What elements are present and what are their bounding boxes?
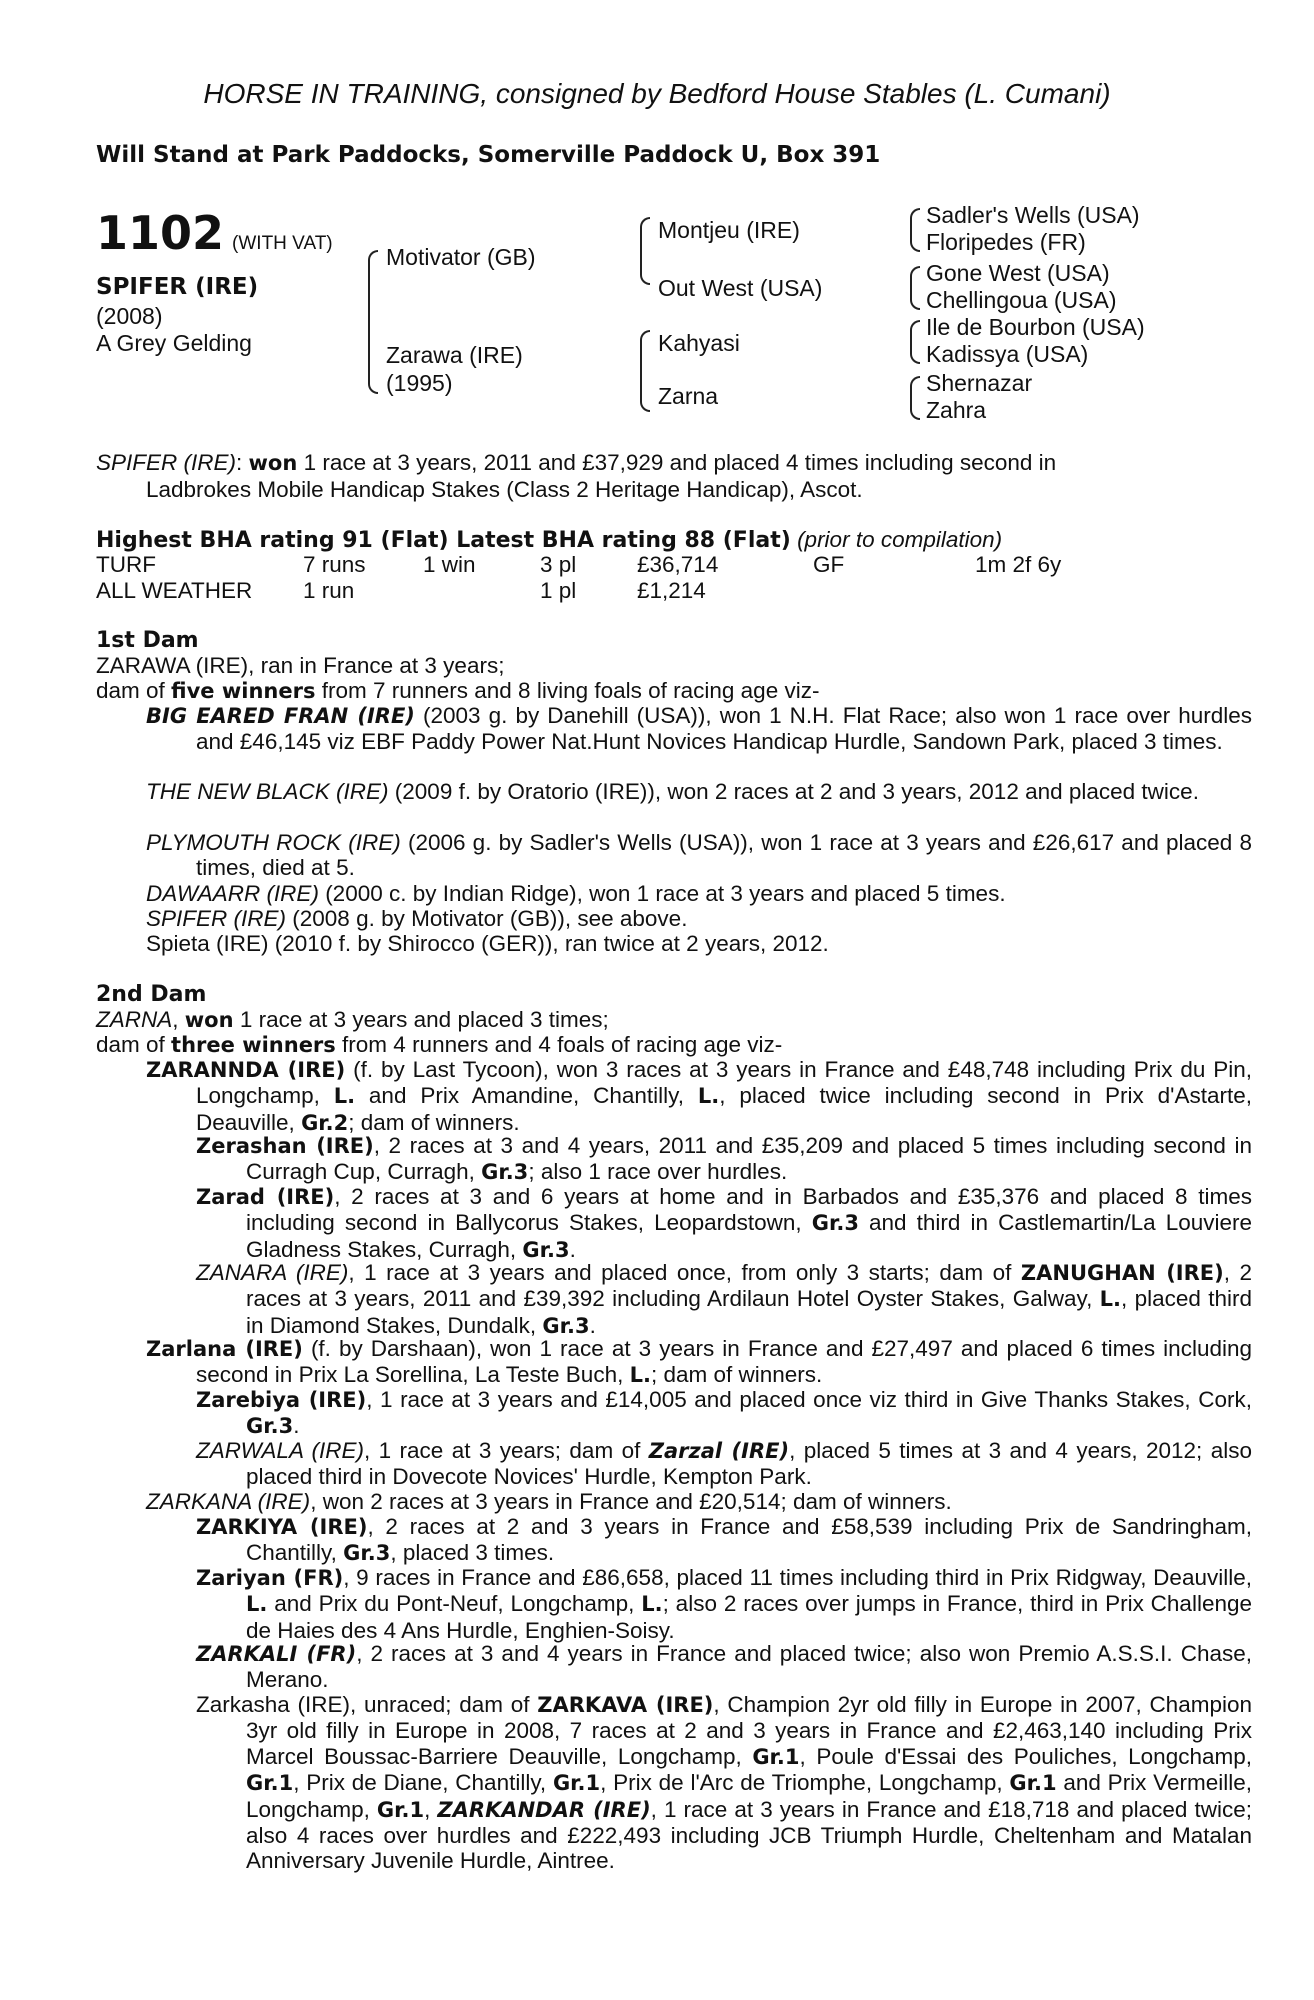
progeny-text: ; also 2 races over jumps in France, third in Prix Challenge de Haies des 4 Ans Hurdle, Enghien-Soisy. [246,1591,1252,1643]
progeny-text: (f. by Last Tycoon), won 3 races at 3 years in France and £48,748 including Prix du Pin, Longchamp, [196,1057,1252,1109]
progeny-name: THE NEW BLACK (IRE) [146,779,389,804]
summary-horse: SPIFER (IRE) [96,450,237,475]
second-dam-heading: 2nd Dam [96,982,207,1007]
progeny-text: (2003 g. by Danehill (USA)), won 1 N.H. Flat Race; also won 1 race over hurdles and £46,145 viz EBF Paddy Power Nat.Hunt Novices Handicap Hurdle, Sandown Park, placed 3 times. [196,703,1252,755]
progeny-text: , [424,1796,438,1822]
progeny-the-new-black [146,779,1252,804]
brace-g1 [910,208,920,252]
stat-turf-surface: TURF [96,552,156,577]
listed-mark: L. [697,1084,720,1109]
progeny-zanara [196,1260,1252,1339]
pedigree-sss: Sadler's Wells (USA) [926,202,1140,228]
progeny-text: , 2 races at 3 and 4 years, 2011 and £35,209 and placed 5 times including second in Curragh Cup, Curragh, [246,1133,1253,1185]
progeny-text: (2006 g. by Sadler's Wells (USA)), won 1 race at 3 years and £26,617 and placed 8 times, died at 5. [196,830,1252,881]
pedigree-sire: Motivator (GB) [386,244,536,270]
progeny-spieta: Spieta (IRE) (2010 f. by Shirocco (GER)), ran twice at 2 years, 2012. [146,931,829,956]
stat-aw-runs: 1 run [303,578,355,603]
stat-turf-placed: 3 pl [540,552,577,577]
progeny-text: , 9 races in France and £86,658, placed 11 times including third in Prix Ridgway, Deauville, [343,1565,1252,1590]
pedigree-dam: Zarawa (IRE) [386,342,523,368]
progeny-name: ZARKANA (IRE) [146,1489,311,1514]
progeny-name: ZARKAVA (IRE) [537,1693,714,1717]
progeny-name: ZANARA (IRE) [196,1260,349,1285]
lot-number: 1102 [96,206,225,260]
pedigree-dsd: Kadissya (USA) [926,341,1089,367]
listed-mark: L. [629,1363,651,1388]
group-mark: Gr.1 [552,1771,601,1796]
summary-won: won [248,451,298,475]
vat-note: (WITH VAT) [232,233,333,254]
progeny-text: ; dam of winners. [650,1362,823,1388]
progeny-text: Zarkasha (IRE), unraced; dam of [196,1692,538,1717]
progeny-text: . [293,1413,300,1439]
rating-bold: Highest BHA rating 91 (Flat) Latest BHA rating 88 (Flat) [96,528,791,553]
progeny-text: , placed third in Diamond Stakes, Dundalk, [246,1286,1252,1338]
progeny-text: , Prix de l'Arc de Triomphe, Longchamp, [600,1770,1010,1796]
progeny-text: , 2 races at 2 and 3 years in France and £58,539 including Prix de Sandringham, Chantilly, [246,1514,1252,1566]
progeny-name: SPIFER (IRE) [146,906,287,931]
group-mark: Gr.3 [481,1160,529,1185]
progeny-text: and Prix du Pont-Neuf, Longchamp, [267,1591,642,1617]
progeny-text: , placed 5 times at 3 and 4 years, 2012; also placed third in Dovecote Novices' Hurdle, Kempton Park. [246,1438,1252,1490]
progeny-name: Zariyan (FR) [196,1566,344,1590]
brace-g4 [910,376,920,420]
horse-year: (2008) [96,303,163,329]
produce-winners: three winners [171,1033,336,1057]
progeny-zarkana [146,1489,1252,1514]
group-mark: Gr.3 [811,1211,859,1236]
stat-aw-earnings: £1,214 [637,578,706,603]
progeny-text: (2008 g. by Motivator (GB)), see above. [286,906,688,931]
stat-turf-runs: 7 runs [303,552,366,577]
rating-note: (prior to compilation) [797,527,1003,552]
progeny-text: , Prix de Diane, Chantilly, [293,1770,553,1796]
progeny-text: (2009 f. by Oratorio (IRE)), won 2 races at 2 and 3 years, 2012 and placed twice. [388,779,1199,804]
listed-mark: L. [246,1592,268,1617]
produce-winners: five winners [171,679,316,703]
progeny-text: . [569,1236,576,1262]
progeny-text: , 1 race at 3 years and £14,005 and placed once viz third in Give Thanks Stakes, Cork, [366,1387,1252,1412]
pedigree-sds: Gone West (USA) [926,260,1110,286]
race-summary: SPIFER (IRE): won 1 race at 3 years, 2011 and £37,929 and placed 4 times including second in [96,450,1057,475]
pedigree-ssd: Floripedes (FR) [926,229,1086,255]
progeny-text: , 2 races at 3 and 6 years at home and in Barbados and £35,376 and placed 8 times including second in Ballycorus Stakes, Leopardstown, [246,1184,1253,1236]
pedigree-dds: Shernazar [926,370,1033,396]
pedigree-dam-dam: Zarna [658,383,719,409]
stat-turf-earnings: £36,714 [637,552,719,577]
first-dam-heading: 1st Dam [96,628,199,653]
first-dam-line: ZARAWA (IRE), ran in France at 3 years; [96,653,505,678]
group-mark: Gr.1 [1009,1771,1057,1796]
second-dam-produce [96,1032,782,1058]
progeny-zarad [196,1184,1252,1263]
progeny-text: , placed 3 times. [390,1540,555,1566]
group-mark: Gr.2 [301,1110,349,1135]
page-header: HORSE IN TRAINING, consigned by Bedford House Stables (L. Cumani) [203,78,1111,109]
group-mark: Gr.1 [246,1771,294,1796]
progeny-name: DAWAARR (IRE) [146,881,319,906]
progeny-big-eared-fran [146,703,1252,755]
progeny-zarkiya [196,1514,1252,1567]
progeny-text: ; dam of winners. [348,1109,520,1135]
progeny-zarlana [146,1336,1252,1389]
progeny-text: , 2 races at 3 years, 2011 and £39,392 including Ardilaun Hotel Oyster Stakes, Galway, [246,1260,1252,1312]
progeny-name: ZARANNDA (IRE) [146,1058,346,1082]
produce-suffix: from 4 runners and 4 foals of racing age viz- [335,1032,783,1057]
stat-turf-wins: 1 win [423,552,476,577]
pedigree-sdd: Chellingoua (USA) [926,287,1117,313]
progeny-zarannda [146,1057,1252,1136]
group-mark: Gr.3 [246,1414,294,1439]
progeny-text: , 1 race at 3 years and placed once, from only 3 starts; dam of [348,1260,1021,1285]
brace-g3 [910,320,920,364]
dam-name: ZARNA [96,1007,173,1032]
brace-sire-line [640,217,650,285]
pedigree-ddd: Zahra [926,397,987,423]
brace-dam-line [640,330,650,412]
horse-description: A Grey Gelding [96,330,252,356]
progeny-text: . [589,1312,596,1338]
progeny-text: , 1 race at 3 years; dam of [364,1438,649,1463]
produce-suffix: from 7 runners and 8 living foals of racing age viz- [315,678,820,703]
lot-number-block [96,206,333,260]
progeny-zarkasha [196,1692,1252,1874]
progeny-name: Zerashan (IRE) [196,1134,374,1158]
progeny-text: ; also 1 race over hurdles. [528,1159,788,1185]
pedigree-sire-dam: Out West (USA) [658,275,823,301]
progeny-name: ZARKALI (FR) [196,1642,357,1666]
progeny-name: Zarebiya (IRE) [196,1388,367,1412]
progeny-text: and Prix Vermeille, Longchamp, [246,1770,1252,1822]
progeny-zarwala [196,1438,1252,1490]
group-mark: Gr.1 [752,1744,800,1769]
progeny-name: ZARKANDAR (IRE) [437,1797,651,1822]
stand-location: Will Stand at Park Paddocks, Somerville Paddock U, Box 391 [96,142,881,168]
progeny-name: Zarad (IRE) [196,1185,335,1209]
progeny-zerashan [196,1133,1252,1186]
progeny-text: (2000 c. by Indian Ridge), won 1 race at 3 years and placed 5 times. [318,881,1006,906]
listed-mark: L. [641,1592,663,1617]
produce-prefix: dam of [96,678,172,703]
progeny-plymouth-rock [146,830,1252,881]
progeny-text: , 1 race at 3 years in France and £18,718 and placed twice; also 4 races over hurdles and £222,493 including JCB Triumph Hurdle, Cheltenham and Matalan Anniversary Juvenile Hurdle, Aintree. [246,1796,1252,1874]
progeny-zariyan [196,1565,1252,1643]
stat-aw-placed: 1 pl [540,578,577,603]
brace-sire-dam [368,250,378,394]
produce-prefix: dam of [96,1032,172,1057]
second-dam-line [96,1007,609,1033]
pedigree-dss: Ile de Bourbon (USA) [926,314,1145,340]
horse-name: SPIFER (IRE) [96,274,259,300]
group-mark: Gr.1 [376,1797,425,1822]
progeny-text: , won 2 races at 3 years in France and £20,514; dam of winners. [310,1489,952,1514]
first-dam-produce [96,678,819,704]
progeny-text: and third in Castlemartin/La Louviere Gladness Stakes, Curragh, [246,1210,1253,1262]
progeny-name: PLYMOUTH ROCK (IRE) [146,830,401,855]
stat-aw-surface: ALL WEATHER [96,578,253,603]
progeny-zarebiya [196,1387,1252,1440]
progeny-text: and Prix Amandine, Chantilly, [355,1083,698,1109]
progeny-text: , 2 races at 3 and 4 years in France and placed twice; also won Premio A.S.S.I. Chase, Merano. [246,1641,1252,1693]
pedigree-sire-sire: Montjeu (IRE) [658,217,800,243]
dam-won: won [184,1008,234,1032]
progeny-zarkali [196,1641,1252,1693]
progeny-dawaarr [146,881,1252,906]
progeny-text: , Champion 2yr old filly in Europe in 2007, Champion 3yr old filly in Europe in 2008, 7 races at 2 and 3 years in France and £2,463,140 including Prix Marcel Boussac-Barriere Deauville, Longchamp, [246,1692,1252,1769]
group-mark: Gr.3 [522,1237,570,1262]
progeny-name: ZARWALA (IRE) [196,1438,364,1463]
progeny-text: (f. by Darshaan), won 1 race at 3 years in France and £27,497 and placed 6 times including second in Prix La Sorellina, La Teste Buch, [196,1336,1252,1388]
progeny-text: , placed twice including second in Prix d'Astarte, Deauville, [196,1083,1252,1135]
stat-turf-distance: 1m 2f 6y [975,552,1062,577]
progeny-name: ZANUGHAN (IRE) [1020,1261,1224,1285]
bha-rating [96,527,1002,553]
group-mark: Gr.3 [542,1313,590,1338]
progeny-text: , Poule d'Essai des Pouliches, Longchamp, [799,1743,1252,1769]
listed-mark: L. [333,1084,356,1109]
pedigree-dam-year: (1995) [386,370,453,396]
progeny-name: Zarlana (IRE) [146,1337,303,1361]
summary-line1: 1 race at 3 years, 2011 and £37,929 and placed 4 times including second in [297,450,1057,475]
dam-text: 1 race at 3 years and placed 3 times; [233,1007,609,1032]
progeny-name: Zarzal (IRE) [648,1439,790,1463]
progeny-spifer [146,906,1252,931]
progeny-name: ZARKIYA (IRE) [196,1515,368,1539]
pedigree-dam-sire: Kahyasi [658,330,740,356]
brace-g2 [910,266,920,310]
dam-sep: , [172,1007,185,1032]
group-mark: Gr.3 [343,1541,391,1566]
progeny-name: BIG EARED FRAN (IRE) [146,704,415,728]
listed-mark: L. [1099,1287,1122,1312]
summary-line2: Ladbrokes Mobile Handicap Stakes (Class 2 Heritage Handicap), Ascot. [146,477,863,502]
stat-turf-going: GF [813,552,845,577]
